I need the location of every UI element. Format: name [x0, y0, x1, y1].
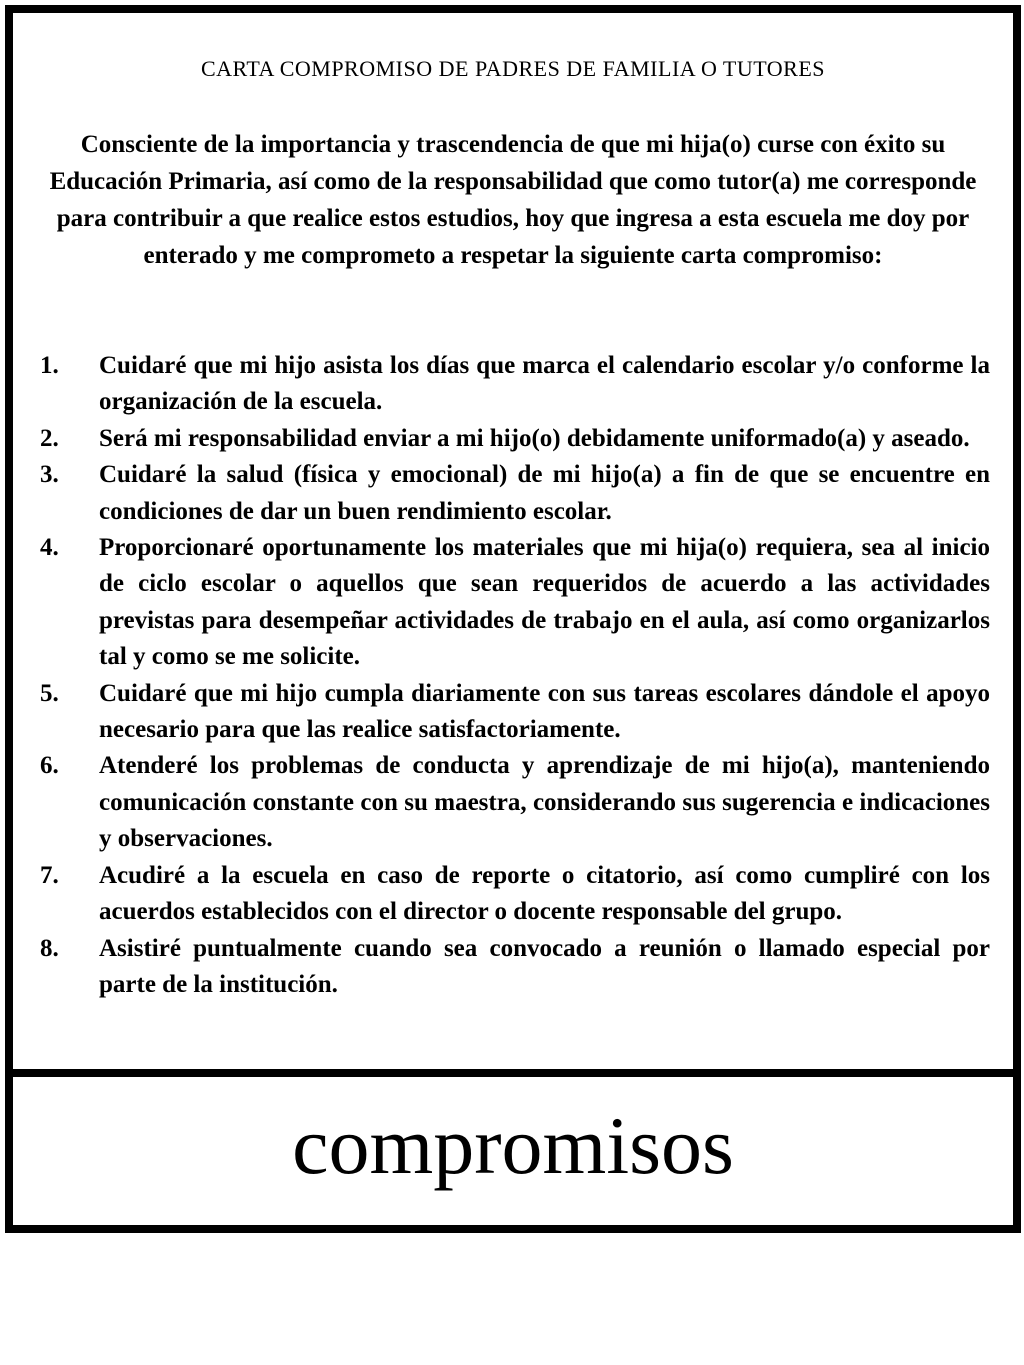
item-number: 3. [40, 461, 59, 489]
list-item [40, 457, 990, 530]
item-text: Asistiré puntualmente cuando sea convocado a reunión o llamado especial por parte de la institución. [99, 934, 990, 998]
item-number: 1. [40, 352, 59, 379]
item-text: Acudiré a la escuela en caso de reporte o citatorio, así como cumpliré con los acuerdos establecidos con el director o docente responsable del grupo. [99, 861, 990, 926]
item-text: Cuidaré la salud (física y emocional) de mi hijo(a) a fin de que se encuentre en condiciones de dar un buen rendimiento escolar. [99, 461, 990, 525]
letter-panel [5, 5, 1021, 1081]
item-number: 2. [40, 424, 59, 452]
item-text: Cuidaré que mi hijo asista los días que marca el calendario escolar y/o conforme la organización de la escuela. [99, 352, 990, 416]
banner-panel [5, 1069, 1021, 1233]
list-item [40, 421, 990, 457]
item-number: 6. [40, 752, 59, 780]
item-text: Proporcionaré oportunamente los materiales que mi hija(o) requiera, sea al inicio de ciclo escolar o aquellos que sean requeridos de acuerdo a las actividades previstas para desempeñar actividades de trabajo en el aula, así como organizarlos tal y como se me solicite. [99, 534, 990, 671]
item-text: Cuidaré que mi hijo cumpla diariamente con sus tareas escolares dándole el apoyo necesario para que las realice satisfactoriamente. [99, 679, 990, 744]
list-item [40, 348, 990, 421]
item-number: 7. [40, 861, 59, 889]
item-text: Será mi responsabilidad enviar a mi hijo(o) debidamente uniformado(a) y aseado. [99, 424, 970, 452]
commitments-list [40, 348, 990, 1003]
item-number: 8. [40, 934, 59, 962]
item-text: Atenderé los problemas de conducta y aprendizaje de mi hijo(a), manteniendo comunicación constante con su maestra, considerando sus sugerencia e indicaciones y observaciones. [99, 752, 990, 853]
list-item [40, 530, 990, 676]
item-number: 5. [40, 679, 59, 707]
banner-word: compromisos [292, 1100, 734, 1191]
list-item [40, 931, 990, 1004]
document-title: CARTA COMPROMISO DE PADRES DE FAMILIA O TUTORES [200, 56, 826, 81]
list-item [40, 676, 990, 749]
item-number: 4. [40, 534, 59, 562]
list-item [40, 858, 990, 931]
intro-paragraph: Consciente de la importancia y trascendencia de que mi hija(o) curse con éxito su Educación Primaria, así como de la responsabilidad que como tutor(a) me corresponde para contribuir a que realice estos estudios, hoy que ingresa a esta escuela me doy por enterado y me comprometo a respetar la siguiente carta compromiso: [49, 131, 977, 269]
list-item [40, 748, 990, 857]
